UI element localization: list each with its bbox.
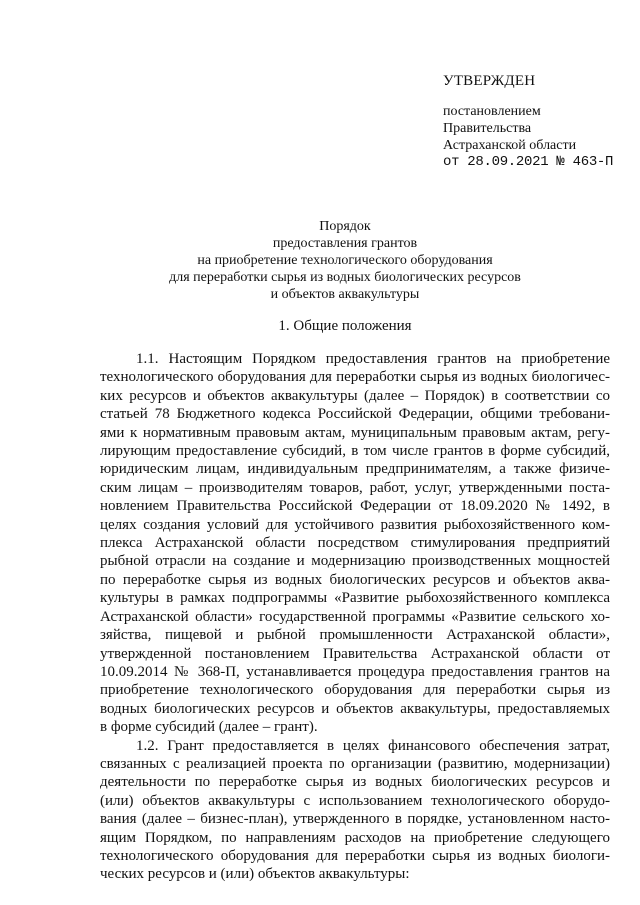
text-line: связанных с реализацией проекта по организации (развитию, модернизации) xyxy=(100,755,610,772)
text-line: новлением Правительства Российской Федерации от 18.09.2020 № 1492, в xyxy=(100,498,610,515)
text-line: технологического оборудования для переработки сырья из водных биологичес- xyxy=(100,369,610,386)
approval-heading: УТВЕРЖДЕН xyxy=(443,73,536,89)
title-line: на приобретение технологического оборудования xyxy=(197,253,493,268)
text-line: 10.09.2014 № 368-П, устанавливается процедура предоставления грантов на xyxy=(100,663,610,680)
text-line: юридическим лицам, индивидуальным предпринимателям, а также физиче- xyxy=(100,461,610,478)
text-line: статьей 78 Бюджетного кодекса Российской Федерации, общими требовани- xyxy=(100,406,610,423)
text-line: водных биологических ресурсов и объектов аквакультуры, предоставляемых xyxy=(100,700,610,717)
document-title xyxy=(60,218,630,303)
paragraph-1-2 xyxy=(100,737,610,884)
section-heading: 1. Общие положения xyxy=(278,318,412,334)
approval-line: Астраханской области xyxy=(443,138,577,153)
text-line: лирующим предоставление субсидий, в том числе грантов в форме субсидий, xyxy=(100,443,610,460)
text-line: по переработке сырья из водных биологических ресурсов и объектов аква- xyxy=(100,571,610,588)
text-line: целях создания условий для устойчивого развития рыбохозяйственного ком- xyxy=(100,516,610,533)
text-line: вания (далее – бизнес-план), утвержденного в порядке, установленном насто- xyxy=(100,811,610,828)
text-line: технологического оборудования для переработки сырья из водных биологи- xyxy=(100,847,610,864)
text-line: культуры в рамках подпрограммы «Развитие рыбохозяйственного комплекса xyxy=(100,590,610,607)
approval-date-number: от 28.09.2021 № 463-П xyxy=(443,154,614,170)
text-line: ящим Порядком, по направлениям расходов на приобретение следующего xyxy=(100,829,610,846)
approval-line: Правительства xyxy=(443,121,532,136)
text-line: ским лицам – производителям товаров, работ, услуг, утвержденными поста- xyxy=(100,479,610,496)
text-line: приобретение технологического оборудования для переработки сырья из xyxy=(100,682,610,699)
text-line: деятельности по переработке сырья из водных биологических ресурсов и xyxy=(100,774,610,791)
title-line: Порядок xyxy=(319,219,371,234)
text-line: зяйства, пищевой и рыбной промышленности Астраханской области», xyxy=(100,627,610,644)
text-line: (или) объектов аквакультуры с использованием технологического оборудо- xyxy=(100,792,610,809)
text-line: 1.1. Настоящим Порядком предоставления грантов на приобретение xyxy=(136,351,610,367)
text-line: Астраханской области» государственной программы «Развитие сельского хо- xyxy=(100,608,610,625)
text-line: плекса Астраханской области посредством стимулирования предприятий xyxy=(100,535,610,552)
text-line: ями к нормативным правовым актам, муниципальным правовым актам, регу- xyxy=(100,424,610,441)
document-body xyxy=(100,350,610,884)
title-line: предоставления грантов xyxy=(272,236,418,251)
title-line: для переработки сырья из водных биологических ресурсов xyxy=(169,270,521,285)
paragraph-1-1 xyxy=(100,350,610,737)
text-line: в форме субсидий (далее – грант). xyxy=(100,719,318,736)
approval-line: постановлением xyxy=(443,104,541,119)
text-line: рыбной отрасли на создание и модернизацию производственных мощностей xyxy=(100,553,610,570)
text-line: 1.2. Грант предоставляется в целях финансового обеспечения затрат, xyxy=(136,737,610,754)
text-line: ких ресурсов и объектов аквакультуры (далее – Порядок) в соответствии со xyxy=(100,387,610,404)
text-line: утвержденной постановлением Правительства Астраханской области от xyxy=(100,645,610,662)
text-line: ческих ресурсов и (или) объектов аквакультуры: xyxy=(100,866,410,883)
title-line: и объектов аквакультуры xyxy=(270,287,420,302)
approval-block xyxy=(443,73,633,171)
